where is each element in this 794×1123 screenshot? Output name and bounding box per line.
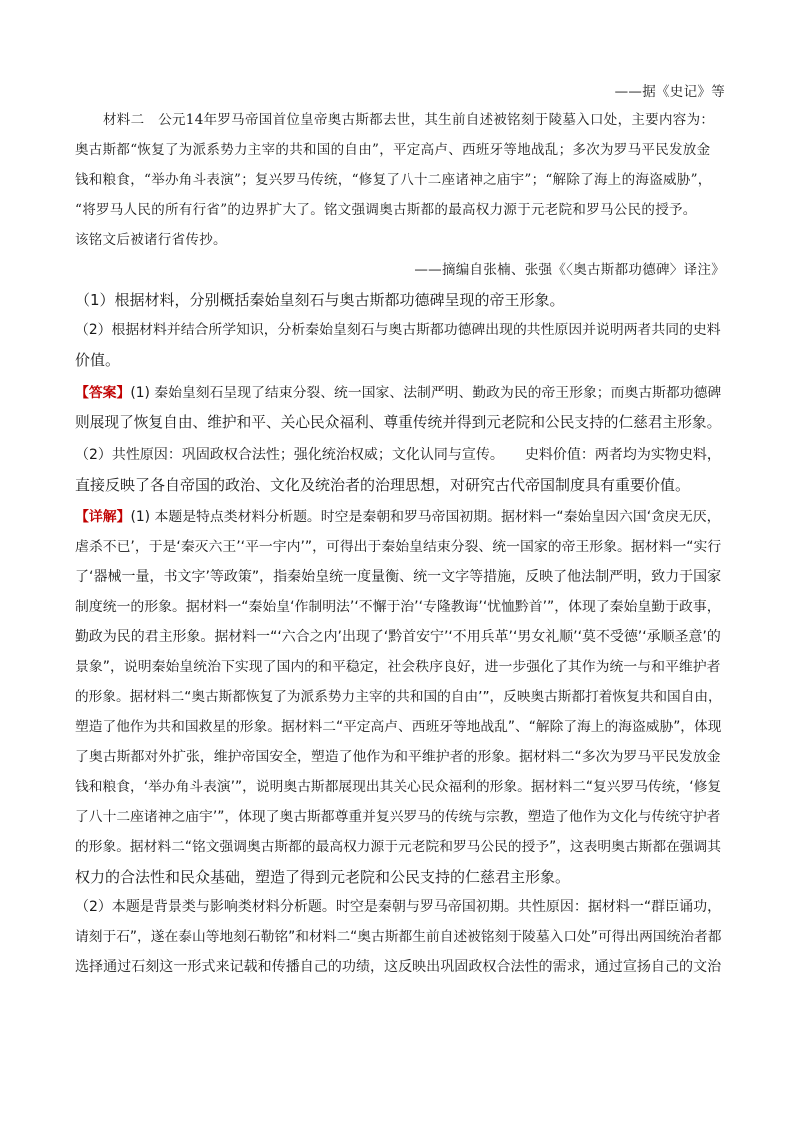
answer-tag: 【答案】 <box>75 385 131 401</box>
material2-line: “将罗马人民的所有行省”的边界扩大了。铭文强调奥古斯都的最高权力源于元老院和罗马公民的授予。 <box>75 202 697 218</box>
detail-line: 请刻于石”，遂在泰山等地刻石勒铭”和材料二“奥古斯都生前自述被铭刻于陵墓入口处”可得出两国统治者都 <box>75 929 722 945</box>
detail-line: 的形象。据材料二“奥古斯都恢复了为派系势力主宰的共和国的自由’”，反映奥古斯都打着恢复共和国自由， <box>75 689 722 705</box>
detail-line: 了八十二座诸神之庙宇’”，体现了奥古斯都尊重并复兴罗马的传统与宗教，塑造了他作为文化与传统守护者 <box>75 809 721 825</box>
answer-line: （2）共性原因：巩固政权合法性；强化统治权威；文化认同与宣传。 史料价值：两者均为实物史料， <box>75 447 721 463</box>
detail-line: 景象”，说明秦始皇统治下实现了国内的和平稳定，社会秩序良好，进一步强化了其作为统一与和平维护者 <box>75 659 721 675</box>
material2-line: 材料二 公元14年罗马帝国首位皇帝奥古斯都去世，其生前自述被铭刻于陵墓入口处，主要内容为： <box>103 112 715 128</box>
detail-line: 的形象。据材料二“铭文强调奥古斯都的最高权力源于元老院和罗马公民的授予”，这表明奥古斯都在强调其 <box>75 839 722 855</box>
detail-tag: 【详解】 <box>75 509 131 525</box>
detail-line: 了奥古斯都对外扩张，维护帝国安全，塑造了他作为和平维护者的形象。据材料二“多次为罗马平民发放金 <box>75 749 721 765</box>
material2-line: 该铭文后被诸行省传抄。 <box>75 232 227 248</box>
detail-line: 了‘器械一量，书文字’等政策”，指秦始皇统一度量衡、统一文字等措施，反映了他法制严明，致力于国家 <box>75 569 722 585</box>
answer-line: 则展现了恢复自由、维护和平、关心民众福利、尊重传统并得到元老院和公民支持的仁慈君主形象。 <box>75 414 722 431</box>
source-citation-shiji: ——据《史记》等 <box>614 84 725 100</box>
detail-line: 钱和粮食，‘举办角斗表演’”，说明奥古斯都展现出其关心民众福利的形象。据材料二“复兴罗马传统，‘修复 <box>75 779 722 795</box>
question-1: （1）根据材料，分别概括秦始皇刻石与奥古斯都功德碑呈现的帝王形象。 <box>75 291 565 309</box>
detail-line: 权力的合法性和民众基础，塑造了得到元老院和公民支持的仁慈君主形象。 <box>75 868 571 886</box>
material2-line: 钱和粮食，“举办角斗表演”；复兴罗马传统，“修复了八十二座诸神之庙宇”；“解除了海上的海盗威胁”， <box>75 172 712 188</box>
detail-line: 选择通过石刻这一形式来记载和传播自己的功绩，这反映出巩固政权合法性的需求，通过宣扬自己的文治 <box>75 959 722 975</box>
answer-line: 直接反映了各自帝国的政治、文化及统治者的治理思想，对研究古代帝国制度具有重要价值。 <box>75 476 691 494</box>
question-2-continued: 价值。 <box>75 351 121 369</box>
detail-line: 勤政为民的君主形象。据材料一“‘六合之内’出现了‘黔首安宁’‘不用兵革’‘男女礼顺’‘莫不受德’‘承顺圣意’的 <box>75 629 721 645</box>
detail-line: 虐杀不已’，于是‘秦灭六王’‘平一宇内’”，可得出于秦始皇结束分裂、统一国家的帝王形象。据材料一“实行 <box>75 539 722 555</box>
detail-line: （2）本题是背景类与影响类材料分析题。时空是秦朝与罗马帝国初期。共性原因：据材料一“群臣诵功， <box>75 899 722 915</box>
material2-line: 奥古斯都“恢复了为派系势力主宰的共和国的自由”，平定高卢、西班牙等地战乱；多次为罗马平民发放金 <box>75 142 711 158</box>
detail-line: 制度统一的形象。据材料一“秦始皇‘作制明法’‘不懈于治’‘专隆教诲’‘忧恤黔首’”，体现了秦始皇勤于政事， <box>75 599 721 615</box>
source-citation-material2: ——摘编自张楠、张强《〈奥古斯都功德碑〉译注》 <box>414 262 725 278</box>
question-2: （2）根据材料并结合所学知识，分析秦始皇刻石与奥古斯都功德碑出现的共性原因并说明两者共同的史料 <box>75 322 721 338</box>
answer-line: 【答案】(1) 秦始皇刻石呈现了结束分裂、统一国家、法制严明、勤政为民的帝王形象；而奥古斯都功德碑 <box>75 385 722 401</box>
detail-line: 塑造了他作为共和国救星的形象。据材料二“平定高卢、西班牙等地战乱”、“解除了海上的海盗威胁”，体现 <box>75 719 722 735</box>
detail-line: 【详解】(1) 本题是特点类材料分析题。时空是秦朝和罗马帝国初期。据材料一“秦始皇因六国‘贪戾无厌， <box>75 509 721 525</box>
